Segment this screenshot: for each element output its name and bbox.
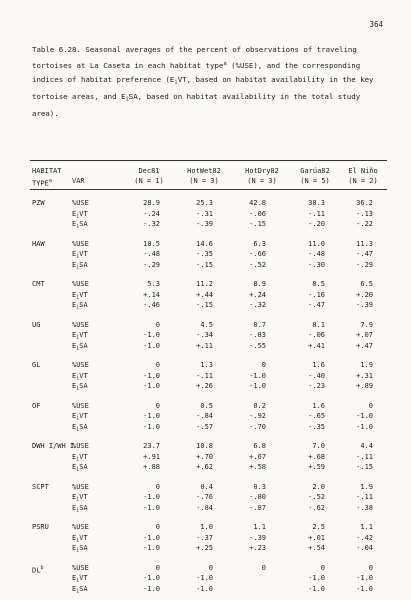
table-cell: -.37 [196,533,213,542]
table-cell: +.58 [249,463,266,471]
table-cell: -.30 [308,260,325,269]
var-label-use: %USE [72,482,89,491]
subscript-i: i [125,96,129,103]
table-row [0,219,411,230]
table-cell: +.01 [308,533,325,542]
table-cell: -1.0 [143,412,160,420]
table-cell: 0 [208,563,213,572]
table-cell: +.20 [356,290,373,299]
table-row [0,492,411,503]
table-cell: -.11 [308,209,325,218]
table-cell: -.62 [308,503,325,512]
var-label-sa: $E_iSA$ [72,544,88,554]
header-col-2: HotDry82 (N = 3) [245,167,279,185]
subscript-i: i [174,79,178,86]
table-cell: -1.0 [308,584,325,593]
var-label-use: %USE [72,199,89,207]
table-cell: -1.0 [143,584,160,593]
table-row [0,452,411,463]
var-label-vt: $E_iVT$ [72,574,88,584]
table-cell: 6.8 [253,442,266,450]
table-cell: 28.9 [143,199,160,207]
habitat-label: GL [32,361,41,369]
table-cell: -1.0 [308,574,325,582]
table-cell: 5.3 [147,280,160,288]
table-cell: 10.8 [196,442,213,450]
habitat-label: SCPT [32,482,49,491]
table-cell: 8.5 [312,280,325,288]
habitat-label: OF [32,401,41,410]
table-cell: -.35 [196,250,213,258]
table-cell: -.11 [356,452,373,461]
table-cell: 0 [261,563,266,572]
table-row [0,563,411,574]
table-cell: 0 [155,523,160,531]
table-cell: 0 [155,563,160,572]
table-cell: -1.0 [356,574,373,582]
table-cell: -.46 [143,301,160,309]
table-cell: 10.5 [143,239,160,248]
table-row [0,573,411,584]
table-cell: -.66 [249,250,266,258]
table-row [0,482,411,493]
table-row [0,441,411,452]
var-label-sa: $E_iSA$ [72,382,88,392]
table-cell: -1.0 [356,412,373,420]
table-row [0,533,411,544]
table-cell: -.52 [249,260,266,269]
table-cell: 0 [261,361,266,369]
table-cell: 0.5 [200,401,213,410]
table-cell: 8.9 [253,280,266,288]
table-header-rule [30,189,387,190]
table-cell: +.07 [356,331,373,339]
table-row [0,371,411,382]
table-cell: -.15 [196,260,213,269]
table-row [0,503,411,514]
caption-text-1: Table 6.28. Seasonal averages of the percent of observations of traveling tortoises at La Caseta in each habitat type [32,45,357,71]
footnote-marker-a: a [223,61,227,68]
habitat-label: $DL^b$ [32,564,44,574]
caption-text-4: SA, based on habitat availability in the total study area). [32,92,361,118]
table-cell: 38.3 [308,199,325,207]
table-cell: 6.3 [253,239,266,248]
table-cell: 1.0 [200,523,213,531]
table-cell: +.41 [308,341,325,350]
table-cell: +.23 [249,544,266,552]
table-cell: -.92 [249,412,266,420]
table-cell: -.70 [249,422,266,431]
table-cell: +.59 [308,463,325,471]
table-row [0,290,411,301]
table-caption [32,43,387,121]
table-cell: +.70 [196,452,213,461]
table-cell: -.52 [308,493,325,501]
table-cell: -.32 [249,301,266,309]
habitat-label: PSRU [32,523,49,531]
habitat-label: UG [32,320,41,329]
table-cell: 23.7 [143,442,160,450]
table-row [0,320,411,331]
table-cell: -.80 [249,493,266,501]
caption-text-3: VT, based on habitat availability in the key tortoise areas, and E [32,75,374,102]
table-cell: -.06 [249,209,266,218]
table-cell: -1.0 [143,574,160,582]
table-cell: -.04 [356,544,373,552]
table-row [0,198,411,209]
table-cell: -.84 [196,412,213,420]
habitat-label: HAW [32,239,45,248]
table-row [0,360,411,371]
table-cell: -.11 [356,493,373,501]
table-cell: -.16 [308,290,325,299]
var-label-vt: $E_iVT$ [72,493,88,503]
table-cell: -.22 [356,220,373,228]
table-cell: +.91 [143,452,160,461]
table-cell: -.24 [143,209,160,218]
table-row [0,462,411,473]
table-cell: -1.0 [143,371,160,380]
table-cell: -1.0 [143,331,160,339]
table-cell: -.15 [249,220,266,228]
var-label-sa: $E_iSA$ [72,584,88,594]
var-label-vt: $E_iVT$ [72,290,88,300]
table-cell: 1.9 [360,482,373,491]
table-cell: 36.2 [356,199,373,207]
var-label-sa: $E_iSA$ [72,301,88,311]
table-cell: +.26 [196,382,213,390]
table-cell: -1.0 [356,422,373,431]
table-cell: 0.7 [253,320,266,329]
table-cell: 1.6 [312,361,325,369]
header-col-4: El Niño (N = 2) [348,167,378,185]
table-cell: 4.4 [360,442,373,450]
header-col-1: HotWet82 (N = 3) [187,167,221,185]
table-cell: -.55 [249,341,266,350]
table-cell: -1.0 [143,422,160,431]
habitat-label: CMT [32,280,45,288]
header-col-0: Dec81 (N = 1) [134,167,164,185]
table-cell: 0.4 [200,482,213,491]
var-label-sa: $E_iSA$ [72,503,88,513]
habitat-label: DWH I/WH I [32,442,75,450]
caption-text-2: (%USE), and the corresponding indices of habitat preference (E [32,61,361,85]
table-cell: +.54 [308,544,325,552]
var-label-use: %USE [72,239,89,248]
table-cell: -1.0 [196,574,213,582]
table-cell: 1.1 [360,523,373,531]
table-row [0,341,411,352]
table-cell: -1.0 [143,341,160,350]
table-cell: 11.2 [196,280,213,288]
table-cell: -1.0 [143,503,160,512]
table-cell: 1.6 [312,401,325,410]
table-cell: 6.5 [360,280,373,288]
header-col-3: Garúa82 (N = 5) [300,167,330,185]
var-label-vt: $E_iVT$ [72,533,88,543]
page-number: 364 [369,20,383,29]
table-cell: -1.0 [249,371,266,380]
table-cell: -.15 [356,463,373,471]
table-row [0,422,411,433]
table-cell: 1.3 [200,361,213,369]
table-cell: 7.9 [360,320,373,329]
var-label-vt: $E_iVT$ [72,371,88,381]
table-cell: -.29 [143,260,160,269]
table-cell: 0.2 [253,401,266,410]
table-cell: -.06 [308,331,325,339]
table-cell: +.14 [143,290,160,299]
table-cell: 11.0 [308,239,325,248]
table-cell: 0 [155,361,160,369]
table-cell: -.40 [308,371,325,380]
table-cell: -.47 [356,250,373,258]
table-cell: -1.0 [143,533,160,542]
table-cell: 1.9 [360,361,373,369]
table-cell: -.35 [308,422,325,431]
header-var: VAR [72,177,85,185]
table-cell: -.23 [308,382,325,390]
table-cell: -1.0 [143,544,160,552]
header-habitat-line2: TYPE$^a$ [32,178,52,188]
table-cell: -.57 [196,422,213,431]
table-cell: -.13 [356,209,373,218]
table-cell: 42.8 [249,199,266,207]
var-label-use: %USE [72,563,89,572]
var-label-vt: $E_iVT$ [72,250,88,260]
table-cell: 25.3 [196,199,213,207]
table-row [0,522,411,533]
table-row [0,300,411,311]
table-row [0,330,411,341]
var-label-sa: $E_iSA$ [72,341,88,351]
table-cell: 0 [368,563,373,572]
table-cell: -.11 [196,371,213,380]
table-row [0,249,411,260]
table-cell: +.62 [196,463,213,471]
table-cell: -.38 [356,503,373,512]
table-row [0,260,411,271]
table-cell: -.39 [356,301,373,309]
table-cell: -.84 [196,503,213,512]
table-cell: -.34 [196,331,213,339]
table-row [0,381,411,392]
table-cell: +.47 [356,341,373,350]
var-label-sa: $E_iSA$ [72,260,88,270]
table-cell: -.83 [249,331,266,339]
table-cell: 0 [155,482,160,491]
table-cell: -1.0 [143,493,160,501]
table-row [0,209,411,220]
table-cell: 8.1 [312,320,325,329]
var-label-use: %USE [72,280,89,288]
table-top-rule [30,160,387,161]
table-cell: -.65 [308,412,325,420]
table-cell: -.42 [356,533,373,542]
table-cell: +.25 [196,544,213,552]
table-cell: +.44 [196,290,213,299]
table-cell: -1.0 [196,584,213,593]
table-cell: -1.0 [249,382,266,390]
table-cell: 4.5 [200,320,213,329]
table-row [0,543,411,554]
table-cell: -.20 [308,220,325,228]
table-cell: 1.1 [253,523,266,531]
table-cell: +.67 [249,452,266,461]
table-cell: +.31 [356,371,373,380]
table-cell: -.29 [356,260,373,269]
table-cell: 0 [368,401,373,410]
table-cell: +.89 [356,382,373,390]
table-cell: -.47 [308,301,325,309]
table-cell: +.68 [308,452,325,461]
var-label-use: %USE [72,320,89,329]
table-cell: +.11 [196,341,213,350]
var-label-vt: $E_iVT$ [72,452,88,462]
header-habitat [32,166,62,188]
table-cell: +.88 [143,463,160,471]
habitat-label: PZW [32,199,45,207]
var-label-vt: $E_iVT$ [72,412,88,422]
table-cell: -1.0 [143,382,160,390]
table-row [0,239,411,250]
table-cell: -.39 [249,533,266,542]
table-cell: 0.3 [253,482,266,491]
table-cell: -1.0 [356,584,373,593]
var-label-use: %USE [72,361,89,369]
table-cell: 0 [320,563,325,572]
var-label-use: %USE [72,523,89,531]
table-cell: -.15 [196,301,213,309]
var-label-vt: $E_iVT$ [72,331,88,341]
table-row [0,401,411,412]
table-cell: -.31 [196,209,213,218]
var-label-sa: $E_iSA$ [72,220,88,230]
var-label-sa: $E_iSA$ [72,422,88,432]
table-cell: 0 [155,401,160,410]
var-label-vt: $E_iVT$ [72,209,88,219]
table-cell: 2.0 [312,482,325,491]
table-cell: +.24 [249,290,266,299]
table-cell: -.76 [196,493,213,501]
table-cell: -.87 [249,503,266,512]
table-cell: 7.0 [312,442,325,450]
var-label-use: %USE [72,401,89,410]
table-cell: 14.6 [196,239,213,248]
table-row [0,584,411,595]
table-cell: -.48 [143,250,160,258]
table-cell: 2.5 [312,523,325,531]
table-row [0,279,411,290]
table-cell: -.39 [196,220,213,228]
table-row [0,411,411,422]
table-cell: 11.3 [356,239,373,248]
table-cell: -.48 [308,250,325,258]
table-cell: -.32 [143,220,160,228]
var-label-sa: $E_iSA$ [72,463,88,473]
var-label-use: %USE [72,442,89,450]
table-cell: 0 [155,320,160,329]
header-habitat-line1: HABITAT [32,167,62,175]
